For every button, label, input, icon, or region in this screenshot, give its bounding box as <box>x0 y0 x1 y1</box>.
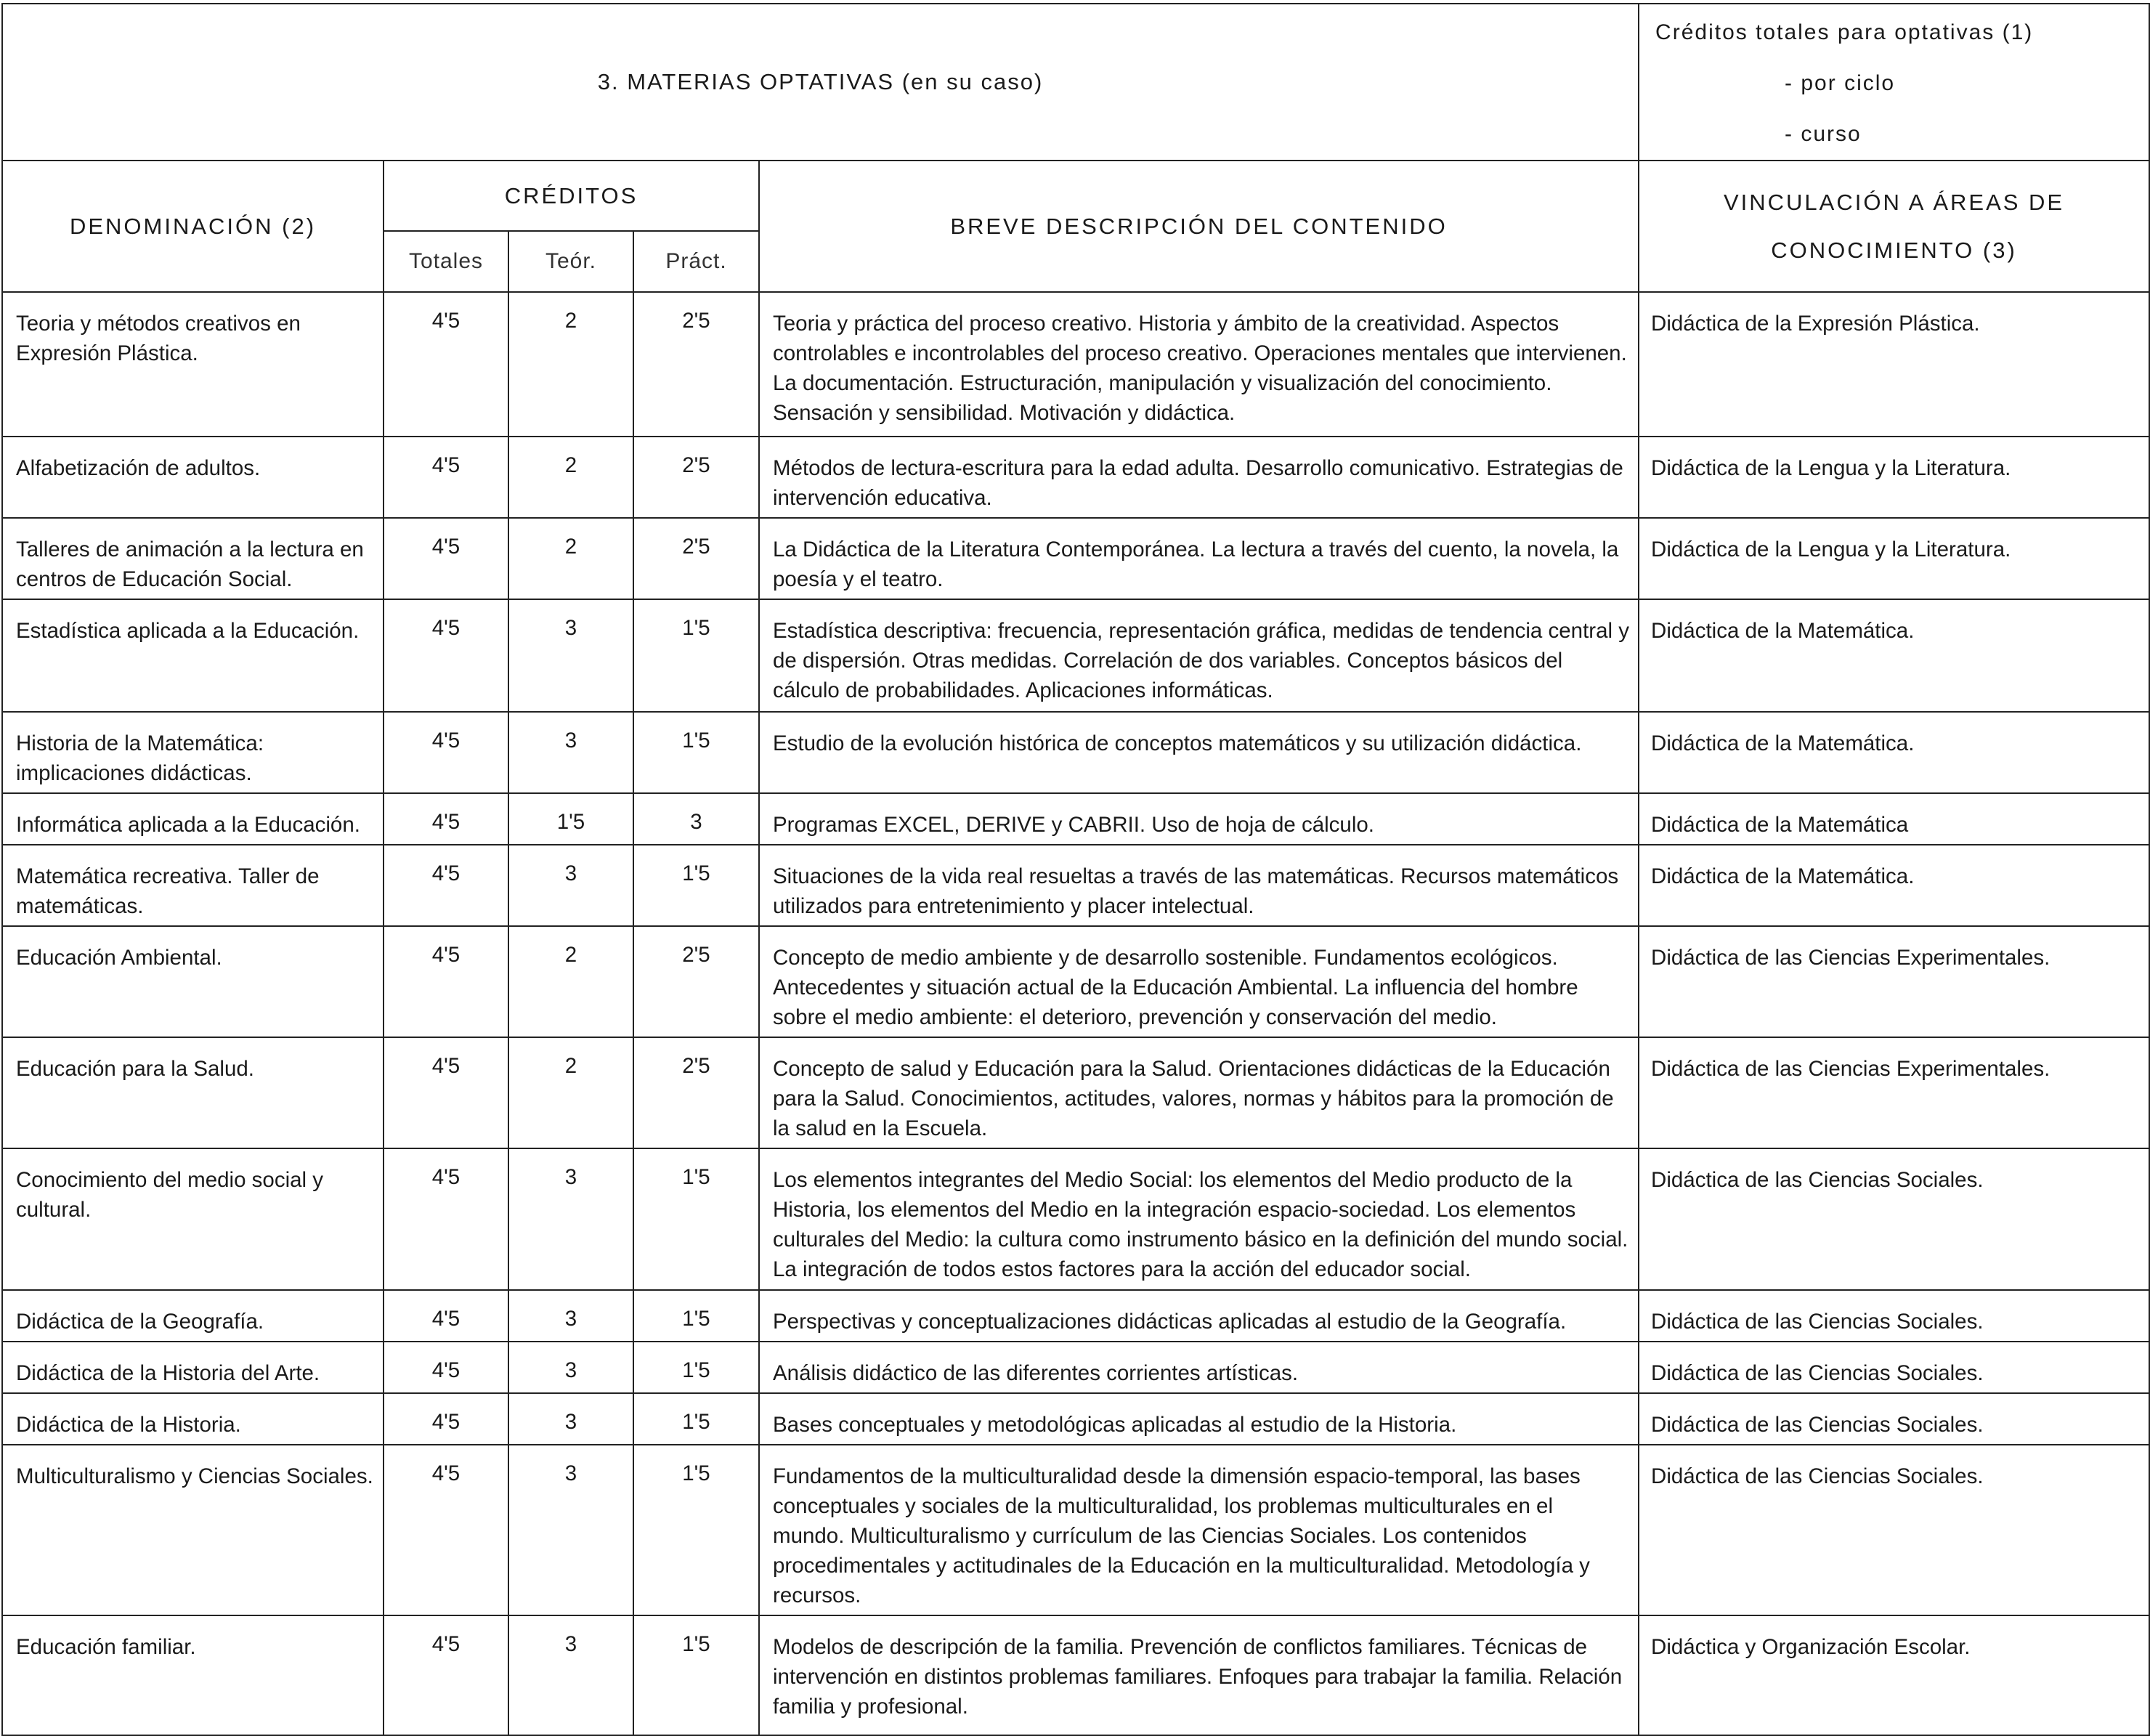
credits-total: 4'5 <box>384 1037 508 1148</box>
credits-theory: 1'5 <box>508 793 633 845</box>
subject-name: Informática aplicada a la Educación. <box>2 793 384 845</box>
table-row <box>2 793 2149 845</box>
table-row <box>2 926 2149 1037</box>
credits-theory: 3 <box>508 1148 633 1290</box>
credits-theory: 3 <box>508 599 633 712</box>
knowledge-area: Didáctica de la Matemática. <box>1639 845 2149 926</box>
credits-theory: 3 <box>508 1615 633 1735</box>
knowledge-area: Didáctica de las Ciencias Experimentales. <box>1639 926 2149 1037</box>
knowledge-area: Didáctica de la Expresión Plástica. <box>1639 292 2149 437</box>
credits-theory: 2 <box>508 437 633 518</box>
knowledge-area: Didáctica de las Ciencias Sociales. <box>1639 1445 2149 1615</box>
col-vinculacion <box>1639 161 2149 292</box>
credits-practice: 1'5 <box>633 712 759 793</box>
credits-total: 4'5 <box>384 793 508 845</box>
subject-name: Matemática recreativa. Taller de matemáticas. <box>2 845 384 926</box>
credits-total: 4'5 <box>384 926 508 1037</box>
credits-total: 4'5 <box>384 292 508 437</box>
credits-theory: 3 <box>508 712 633 793</box>
subject-name: Multiculturalismo y Ciencias Sociales. <box>2 1445 384 1615</box>
col-teor: Teór. <box>508 231 633 292</box>
subject-name: Didáctica de la Geografía. <box>2 1290 384 1342</box>
credits-total: 4'5 <box>384 437 508 518</box>
credits-total: 4'5 <box>384 1393 508 1445</box>
content-description: Concepto de salud y Educación para la Salud. Orientaciones didácticas de la Educación para la Salud. Conocimientos, actitudes, valores, normas y hábitos para la promoción de la salud en la Escuela. <box>759 1037 1639 1148</box>
content-description: Bases conceptuales y metodológicas aplicadas al estudio de la Historia. <box>759 1393 1639 1445</box>
content-description: La Didáctica de la Literatura Contemporánea. La lectura a través del cuento, la novela, la poesía y el teatro. <box>759 518 1639 599</box>
credits-theory: 3 <box>508 1342 633 1393</box>
table-row <box>2 437 2149 518</box>
credits-practice: 2'5 <box>633 518 759 599</box>
content-description: Análisis didáctico de las diferentes corrientes artísticas. <box>759 1342 1639 1393</box>
content-description: Situaciones de la vida real resueltas a través de las matemáticas. Recursos matemáticos utilizados para entretenimiento y placer intelectual. <box>759 845 1639 926</box>
knowledge-area: Didáctica de las Ciencias Experimentales. <box>1639 1037 2149 1148</box>
table-row <box>2 1342 2149 1393</box>
credits-practice: 1'5 <box>633 1445 759 1615</box>
credits-total: 4'5 <box>384 518 508 599</box>
content-description: Concepto de medio ambiente y de desarrollo sostenible. Fundamentos ecológicos. Antecedentes y situación actual de la Educación Ambiental. La influencia del hombre sobre el medio ambiente: el deterioro, prevención y conservación del medio. <box>759 926 1639 1037</box>
col-creditos: CRÉDITOS <box>384 161 759 231</box>
credits-theory: 2 <box>508 292 633 437</box>
section-title: 3. MATERIAS OPTATIVAS (en su caso) <box>2 4 1639 161</box>
credits-total: 4'5 <box>384 599 508 712</box>
credits-total: 4'5 <box>384 1148 508 1290</box>
table-row <box>2 292 2149 437</box>
subject-name: Conocimiento del medio social y cultural. <box>2 1148 384 1290</box>
table-row <box>2 1445 2149 1615</box>
col-descripcion: BREVE DESCRIPCIÓN DEL CONTENIDO <box>759 161 1639 292</box>
subject-name: Historia de la Matemática: implicaciones didácticas. <box>2 712 384 793</box>
credits-practice: 1'5 <box>633 1290 759 1342</box>
credits-total-label: Créditos totales para optativas (1) <box>1655 20 2034 44</box>
table-row <box>2 1148 2149 1290</box>
knowledge-area: Didáctica de las Ciencias Sociales. <box>1639 1393 2149 1445</box>
credits-total: 4'5 <box>384 845 508 926</box>
credits-practice: 2'5 <box>633 926 759 1037</box>
subject-name: Educación familiar. <box>2 1615 384 1735</box>
col-vinculacion-line1: VINCULACIÓN A ÁREAS DE <box>1723 189 2065 215</box>
knowledge-area: Didáctica de la Matemática <box>1639 793 2149 845</box>
knowledge-area: Didáctica de la Matemática. <box>1639 712 2149 793</box>
table-row <box>2 1615 2149 1735</box>
table-row <box>2 599 2149 712</box>
subject-name: Talleres de animación a la lectura en centros de Educación Social. <box>2 518 384 599</box>
credits-theory: 3 <box>508 1393 633 1445</box>
per-course-label: - curso <box>1785 122 1862 146</box>
credits-total: 4'5 <box>384 1445 508 1615</box>
table-row <box>2 1290 2149 1342</box>
optional-subjects-table <box>1 3 2150 1736</box>
credits-practice: 1'5 <box>633 845 759 926</box>
subject-name: Educación Ambiental. <box>2 926 384 1037</box>
table-row <box>2 518 2149 599</box>
knowledge-area: Didáctica y Organización Escolar. <box>1639 1615 2149 1735</box>
credits-theory: 2 <box>508 518 633 599</box>
col-totales: Totales <box>384 231 508 292</box>
table-row <box>2 845 2149 926</box>
content-description: Perspectivas y conceptualizaciones didácticas aplicadas al estudio de la Geografía. <box>759 1290 1639 1342</box>
credits-theory: 2 <box>508 926 633 1037</box>
knowledge-area: Didáctica de la Matemática. <box>1639 599 2149 712</box>
col-denominacion: DENOMINACIÓN (2) <box>2 161 384 292</box>
credits-total: 4'5 <box>384 1615 508 1735</box>
subject-name: Estadística aplicada a la Educación. <box>2 599 384 712</box>
credits-total: 4'5 <box>384 712 508 793</box>
col-pract: Práct. <box>633 231 759 292</box>
credits-practice: 1'5 <box>633 1615 759 1735</box>
per-cycle-label: - por ciclo <box>1785 71 1896 95</box>
content-description: Estudio de la evolución histórica de conceptos matemáticos y su utilización didáctica. <box>759 712 1639 793</box>
content-description: Fundamentos de la multiculturalidad desde la dimensión espacio-temporal, las bases conceptuales y sociales de la multiculturalidad, los problemas multiculturales en el mundo. Multiculturalismo y currículum de las Ciencias Sociales. Los contenidos procedimentales y actitudinales de la Educación en la multiculturalidad. Metodología y recursos. <box>759 1445 1639 1615</box>
table-row <box>2 712 2149 793</box>
credits-practice: 1'5 <box>633 1342 759 1393</box>
knowledge-area: Didáctica de las Ciencias Sociales. <box>1639 1148 2149 1290</box>
subject-name: Educación para la Salud. <box>2 1037 384 1148</box>
knowledge-area: Didáctica de las Ciencias Sociales. <box>1639 1290 2149 1342</box>
header-row <box>2 4 2149 161</box>
content-description: Estadística descriptiva: frecuencia, representación gráfica, medidas de tendencia central y de dispersión. Otras medidas. Correlación de dos variables. Conceptos básicos del cálculo de probabilidades. Aplicaciones informáticas. <box>759 599 1639 712</box>
credits-theory: 3 <box>508 1445 633 1615</box>
content-description: Teoria y práctica del proceso creativo. Historia y ámbito de la creatividad. Aspectos controlables e incontrolables del proceso creativo. Operaciones mentales que intervienen. La documentación. Estructuración, manipulación y visualización del conocimiento. Sensación y sensibilidad. Motivación y didáctica. <box>759 292 1639 437</box>
knowledge-area: Didáctica de la Lengua y la Literatura. <box>1639 518 2149 599</box>
credits-theory: 3 <box>508 1290 633 1342</box>
credits-theory: 2 <box>508 1037 633 1148</box>
content-description: Métodos de lectura-escritura para la edad adulta. Desarrollo comunicativo. Estrategias de intervención educativa. <box>759 437 1639 518</box>
table-row <box>2 1393 2149 1445</box>
credits-practice: 1'5 <box>633 1393 759 1445</box>
table-row <box>2 1037 2149 1148</box>
credits-practice: 3 <box>633 793 759 845</box>
credits-total-box <box>1639 4 2149 161</box>
credits-practice: 1'5 <box>633 599 759 712</box>
column-header-row <box>2 161 2149 231</box>
subject-name: Teoria y métodos creativos en Expresión Plástica. <box>2 292 384 437</box>
knowledge-area: Didáctica de las Ciencias Sociales. <box>1639 1342 2149 1393</box>
subject-name: Didáctica de la Historia del Arte. <box>2 1342 384 1393</box>
content-description: Modelos de descripción de la familia. Prevención de conflictos familiares. Técnicas de intervención en distintos problemas familiares. Enfoques para trabajar la familia. Relación familia y profesional. <box>759 1615 1639 1735</box>
credits-practice: 2'5 <box>633 292 759 437</box>
content-description: Programas EXCEL, DERIVE y CABRII. Uso de hoja de cálculo. <box>759 793 1639 845</box>
credits-practice: 2'5 <box>633 1037 759 1148</box>
credits-total: 4'5 <box>384 1342 508 1393</box>
credits-total: 4'5 <box>384 1290 508 1342</box>
credits-practice: 2'5 <box>633 437 759 518</box>
col-vinculacion-line2: CONOCIMIENTO (3) <box>1771 237 2017 263</box>
subject-name: Didáctica de la Historia. <box>2 1393 384 1445</box>
credits-theory: 3 <box>508 845 633 926</box>
subject-name: Alfabetización de adultos. <box>2 437 384 518</box>
content-description: Los elementos integrantes del Medio Social: los elementos del Medio producto de la Historia, los elementos del Medio en la integración espacio-sociedad. Los elementos culturales del Medio: la cultura como instrumento básico en la definición del mundo social. La integración de todos estos factores para la acción del educador social. <box>759 1148 1639 1290</box>
credits-practice: 1'5 <box>633 1148 759 1290</box>
knowledge-area: Didáctica de la Lengua y la Literatura. <box>1639 437 2149 518</box>
